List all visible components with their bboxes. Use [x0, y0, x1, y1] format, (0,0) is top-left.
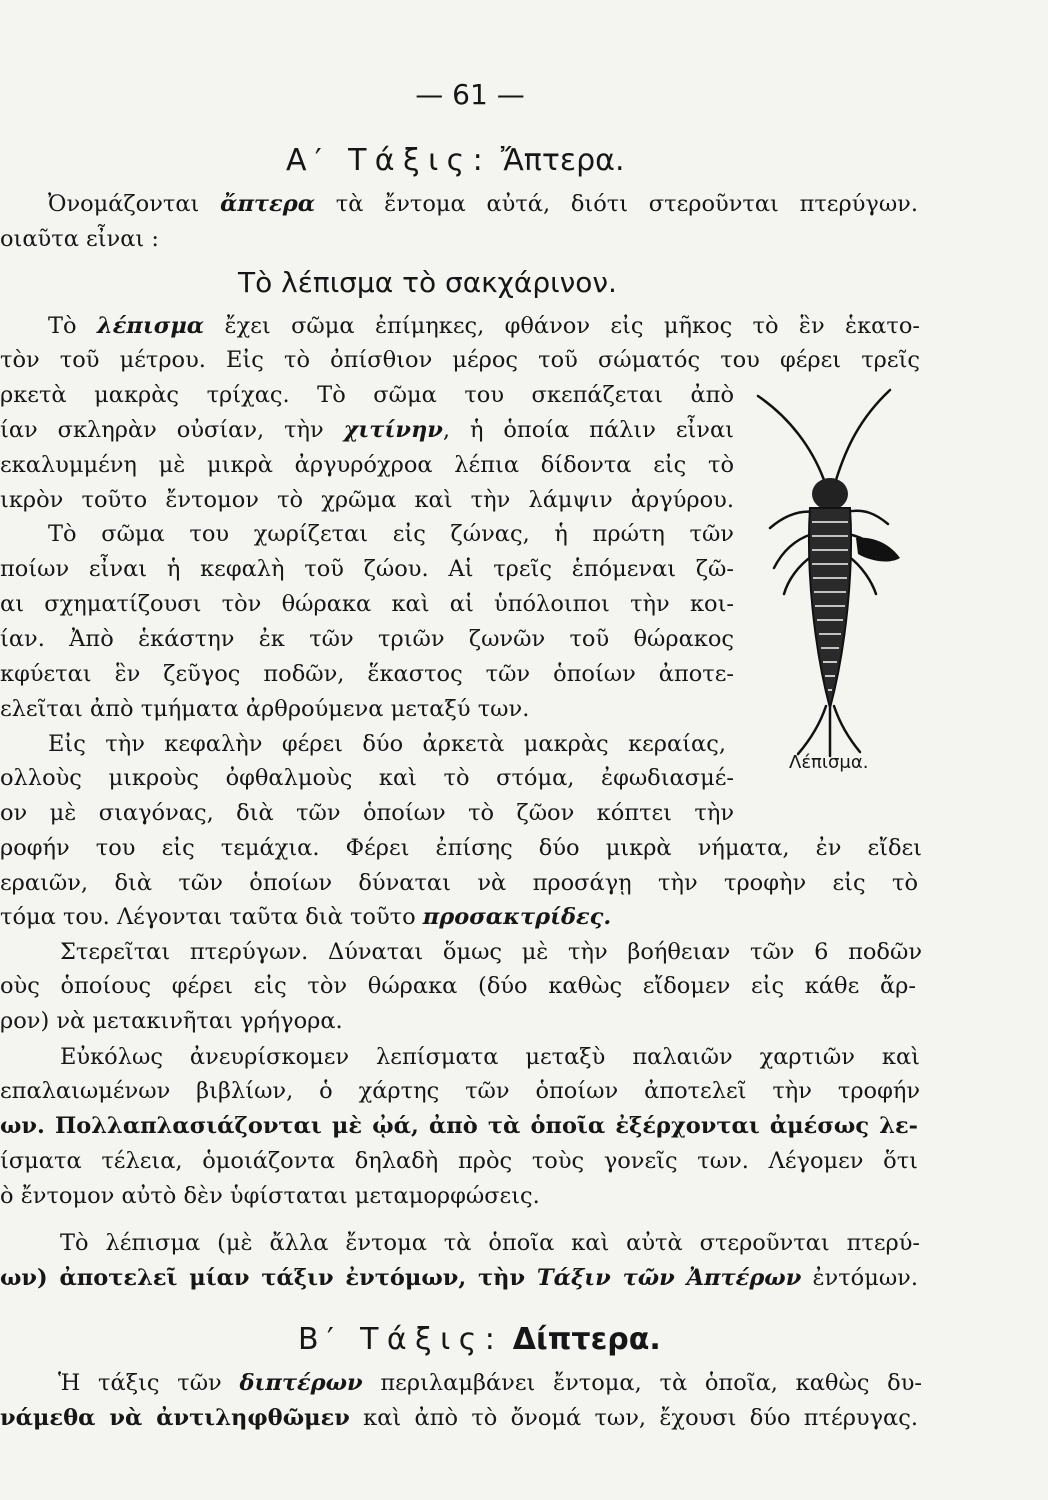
paragraph-3-line-1: Εἰς τὴν κεφαλὴν φέρει δύο ἀρκετὰ μακρὰς κεραίας, — [48, 731, 726, 757]
paragraph-3-line-5: εραιῶν, διὰ τῶν ὁποίων δύναται νὰ προσάγῃ τὴν τροφὴν εἰς τὸ — [0, 870, 918, 896]
paragraph-1-line-2: τὸν τοῦ μέτρου. Εἰς τὸ ὀπίσθιον μέρος τοῦ σώματός του φέρει τρεῖς — [0, 347, 920, 373]
paragraph-5-line-3: ων. Πολλαπλασιάζονται μὲ ᾠά, ἀπὸ τὰ ὁποῖα ἐξέρχονται ἀμέσως λε- — [0, 1113, 918, 1139]
paragraph-3-line-6: τόμα του. Λέγονται ταῦτα διὰ τοῦτο προσακτρίδες. — [0, 904, 612, 930]
paragraph-2-line-6: ελεῖται ἀπὸ τμήματα ἀρθρούμενα μεταξύ των. — [0, 696, 530, 722]
paragraph-3-line-2: ολλοὺς μικροὺς ὀφθαλμοὺς καὶ τὸ στόμα, ἐφωδιασμέ- — [0, 765, 734, 791]
paragraph-2-line-2: ποίων εἶναι ἡ κεφαλὴ τοῦ ζώου. Αἱ τρεῖς ἑπόμεναι ζῶ- — [0, 556, 734, 582]
paragraph-1-line-3: ρκετὰ μακρὰς τρίχας. Τὸ σῶμα του σκεπάζεται ἀπὸ — [0, 382, 734, 408]
paragraph-2-line-3: αι σχηματίζουσι τὸν θώρακα καὶ αἱ ὑπόλοιποι τὴν κοι- — [0, 591, 734, 617]
section-b-heading: Β′ Τάξις: Δίπτερα. — [298, 1322, 661, 1357]
section-a-heading: Α′ Τάξις: Ἄπτερα. — [286, 143, 625, 178]
subheading: Τὸ λέπισμα τὸ σακχάρινον. — [238, 266, 617, 299]
paragraph-2-line-5: κφύεται ἓν ζεῦγος ποδῶν, ἕκαστος τῶν ὁποίων ἀποτε- — [0, 661, 734, 687]
paragraph-7-line-2: νάμεθα νὰ ἀντιληφθῶμεν καὶ ἀπὸ τὸ ὄνομά των, ἔχουσι δύο πτέρυγας. — [0, 1405, 918, 1431]
paragraph-6-line-2: ων) ἀποτελεῖ μίαν τάξιν ἐντόμων, τὴν Τάξιν τῶν Ἀπτέρων ἐντόμων. — [0, 1265, 918, 1291]
paragraph-4-line-2: οὺς ὁποίους φέρει εἰς τὸν θώρακα (δύο καθὼς εἴδομεν εἰς κάθε ἄρ- — [0, 973, 916, 999]
paragraph-6-line-1: Τὸ λέπισμα (μὲ ἄλλα ἔντομα τὰ ὁποῖα καὶ αὐτὰ στεροῦνται πτερύ- — [60, 1230, 920, 1256]
paragraph-2-line-1: Τὸ σῶμα του χωρίζεται εἰς ζώνας, ἡ πρώτη τῶν — [48, 521, 734, 547]
paragraph-3-line-4: ροφήν του εἰς τεμάχια. Φέρει ἐπίσης δύο μικρὰ νήματα, ἐν εἴδει — [0, 835, 922, 861]
paragraph-5-line-5: ὸ ἔντομον αὐτὸ δὲν ὑφίσταται μεταμορφώσεις. — [0, 1183, 540, 1209]
paragraph-5-line-1: Εὐκόλως ἀνευρίσκομεν λεπίσματα μεταξὺ παλαιῶν χαρτιῶν καὶ — [60, 1044, 920, 1070]
page-number: — 61 — — [415, 78, 525, 111]
paragraph-1-line-1: Τὸ λέπισμα ἔχει σῶμα ἐπίμηκες, φθάνον εἰς μῆκος τὸ ἓν ἑκατο- — [48, 313, 920, 339]
paragraph-1-line-4: ίαν σκληρὰν οὐσίαν, τὴν χιτίνην, ἡ ὁποία πάλιν εἶναι — [0, 417, 734, 443]
intro-line-1: Ὀνομάζονται ἄπτερα τὰ ἔντομα αὐτά, διότι στεροῦνται πτερύγων. — [48, 191, 918, 217]
paragraph-2-line-4: ίαν. Ἀπὸ ἑκάστην ἐκ τῶν τριῶν ζωνῶν τοῦ θώρακος — [0, 626, 734, 652]
paragraph-1-line-6: ικρὸν τοῦτο ἔντομον τὸ χρῶμα καὶ τὴν λάμψιν ἀργύρου. — [0, 487, 734, 513]
intro-line-2: οιαῦτα εἶναι : — [0, 226, 159, 252]
paragraph-1-line-5: εκαλυμμένη μὲ μικρὰ ἀργυρόχροα λέπια δίδοντα εἰς τὸ — [0, 452, 734, 478]
paragraph-5-line-2: επαλαιωμένων βιβλίων, ὁ χάρτης τῶν ὁποίων ἀποτελεῖ τὴν τροφήν — [0, 1078, 920, 1104]
paragraph-4-line-3: ρον) νὰ μετακινῆται γρήγορα. — [0, 1008, 343, 1034]
figure-caption: Λέπισμα. — [789, 752, 869, 773]
paragraph-5-line-4: ίσματα τέλεια, ὁμοιάζοντα δηλαδὴ πρὸς τοὺς γονεῖς των. Λέγομεν ὅτι — [0, 1148, 918, 1174]
paragraph-4-line-1: Στερεῖται πτερύγων. Δύναται ὅμως μὲ τὴν βοήθειαν τῶν 6 ποδῶν — [60, 939, 922, 965]
silverfish-illustration — [740, 388, 920, 758]
paragraph-7-line-1: Ἡ τάξις τῶν διπτέρων περιλαμβάνει ἔντομα, τὰ ὁποῖα, καθὼς δυ- — [58, 1370, 922, 1396]
paragraph-3-line-3: ον μὲ σιαγόνας, διὰ τῶν ὁποίων τὸ ζῶον κόπτει τὴν — [0, 800, 734, 826]
